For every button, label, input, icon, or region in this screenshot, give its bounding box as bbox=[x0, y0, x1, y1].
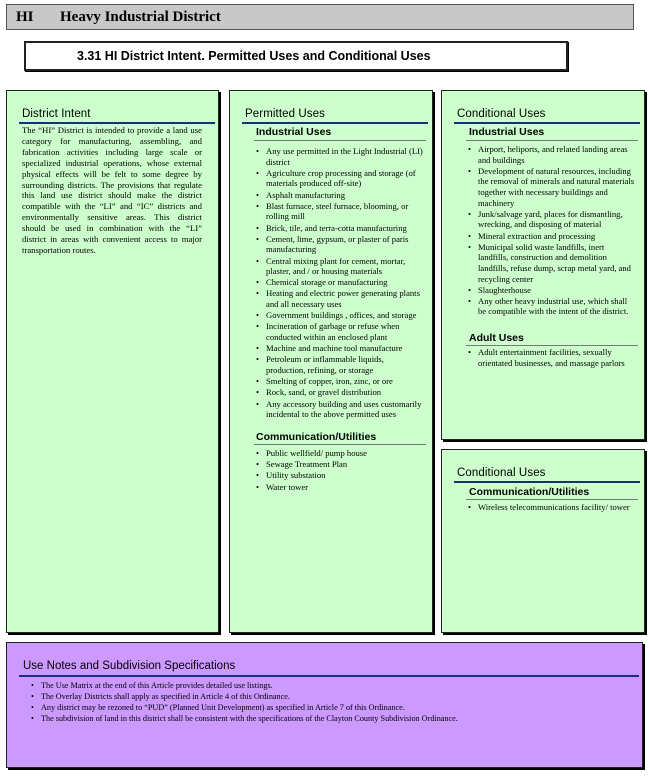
list-item: • Agriculture crop processing and storage (of materials produced off-site) bbox=[254, 168, 424, 189]
list-item: • Slaughterhouse bbox=[466, 285, 636, 296]
list-item: • The Overlay Districts shall apply as specified in Article 4 of this Ordinance. bbox=[29, 692, 629, 702]
conditional2-comm-rule bbox=[466, 499, 638, 500]
conditional-adult-list bbox=[466, 347, 636, 369]
permitted-title-rule bbox=[242, 122, 428, 124]
permitted-industrial-heading: Industrial Uses bbox=[256, 126, 332, 138]
section-title: 3.31 HI District Intent. Permitted Uses and Conditional Uses bbox=[77, 49, 431, 63]
list-item: • Airport, heliports, and related landing areas and buildings bbox=[466, 144, 636, 165]
conditional-title: Conditional Uses bbox=[457, 108, 546, 120]
conditional-title-rule bbox=[454, 122, 640, 124]
list-item: • The Use Matrix at the end of this Article provides detailed use listings. bbox=[29, 681, 629, 691]
list-item: • Government buildings , offices, and storage bbox=[254, 310, 424, 321]
conditional2-comm-list bbox=[466, 502, 636, 513]
permitted-title: Permitted Uses bbox=[245, 108, 326, 120]
conditional-comm-panel bbox=[441, 449, 645, 633]
list-item: • Asphalt manufacturing bbox=[254, 190, 424, 201]
notes-title: Use Notes and Subdivision Specifications bbox=[23, 660, 236, 672]
list-item: • Rock, sand, or gravel distribution bbox=[254, 387, 424, 398]
list-item: • Utility substation bbox=[254, 470, 424, 481]
list-item: • Blast furnace, steel furnace, blooming, or rolling mill bbox=[254, 201, 424, 222]
list-item: • Petroleum or inflammable liquids, production, refining, or storage bbox=[254, 354, 424, 375]
list-item: • Brick, tile, and terra-cotta manufacturing bbox=[254, 223, 424, 234]
intent-title-rule bbox=[19, 122, 215, 124]
conditional2-title-rule bbox=[454, 481, 640, 483]
notes-list bbox=[29, 681, 629, 725]
list-item: • Central mixing plant for cement, mortar, plaster, and / or housing materials bbox=[254, 256, 424, 277]
list-item: • Chemical storage or manufacturing bbox=[254, 277, 424, 288]
permitted-comm-heading: Communication/Utilities bbox=[256, 431, 377, 443]
list-item: • Any accessory building and uses customarily incidental to the above permitted uses bbox=[254, 399, 424, 420]
conditional2-title: Conditional Uses bbox=[457, 467, 546, 479]
permitted-comm-list bbox=[254, 448, 424, 493]
list-item: • Wireless telecommunications facility/ tower bbox=[466, 502, 636, 513]
list-item: • Heating and electric power generating plants and all necessary uses bbox=[254, 288, 424, 309]
district-header bbox=[6, 4, 634, 30]
list-item: • Public wellfield/ pump house bbox=[254, 448, 424, 459]
list-item: • Development of natural resources, including the removal of minerals and natural materials together with necessary buildings and machinery bbox=[466, 166, 636, 208]
notes-title-rule bbox=[19, 675, 639, 677]
conditional-industrial-heading: Industrial Uses bbox=[469, 126, 545, 138]
conditional-uses-panel bbox=[441, 90, 645, 440]
list-item: • Machine and machine tool manufacture bbox=[254, 343, 424, 354]
list-item: • Mineral extraction and processing bbox=[466, 231, 636, 242]
list-item: • Municipal solid waste landfills, inert landfills, construction and demolition landfills, refuse dump, scrap metal yard, and recycling center bbox=[466, 242, 636, 284]
list-item: • The subdivision of land in this district shall be consistent with the specifications of the Clayton County Subdivision Ordinance. bbox=[29, 714, 629, 724]
list-item: • Any use permitted in the Light Industrial (LI) district bbox=[254, 146, 424, 167]
permitted-industrial-rule bbox=[254, 140, 426, 141]
intent-title: District Intent bbox=[22, 108, 91, 120]
list-item: • Smelting of copper, iron, zinc, or ore bbox=[254, 376, 424, 387]
permitted-comm-rule bbox=[254, 444, 426, 445]
intent-text: The “HI” District is intended to provide a land use category for manufacturing, assembling, and fabrication activities including large scale or specialized industrial operations, whose external physical effects will be felt to some degree by surrounding districts. The provisions that regulate this land use district should make the district compatible with the “LI” and “IC” districts and environmentally sensitive areas. This district should be used in combination with the “LI” district in areas with convenient access to major transportation routes. bbox=[22, 125, 202, 255]
conditional-industrial-list bbox=[466, 144, 636, 318]
conditional-industrial-rule bbox=[466, 140, 638, 141]
conditional-adult-heading: Adult Uses bbox=[469, 332, 524, 344]
district-code: HI bbox=[16, 9, 34, 25]
list-item: • Any district may be rezoned to “PUD” (Planned Unit Development) as specified in Article 7 of this Ordinance. bbox=[29, 703, 629, 713]
list-item: • Incineration of garbage or refuse when conducted within an enclosed plant bbox=[254, 321, 424, 342]
district-name: Heavy Industrial District bbox=[60, 9, 221, 25]
list-item: • Adult entertainment facilities, sexually orientated businesses, and massage parlors bbox=[466, 347, 636, 368]
permitted-uses-panel bbox=[229, 90, 433, 633]
list-item: • Any other heavy industrial use, which shall be compatible with the intent of the district. bbox=[466, 296, 636, 317]
use-notes-panel bbox=[6, 642, 643, 768]
list-item: • Water tower bbox=[254, 482, 424, 493]
conditional-adult-rule bbox=[466, 345, 638, 346]
section-title-box bbox=[24, 41, 568, 71]
conditional2-comm-heading: Communication/Utilities bbox=[469, 486, 590, 498]
list-item: • Cement, lime, gypsum, or plaster of paris manufacturing bbox=[254, 234, 424, 255]
list-item: • Junk/salvage yard, places for dismantling, wrecking, and disposing of material bbox=[466, 209, 636, 230]
list-item: • Sewage Treatment Plan bbox=[254, 459, 424, 470]
permitted-industrial-list bbox=[254, 146, 424, 420]
